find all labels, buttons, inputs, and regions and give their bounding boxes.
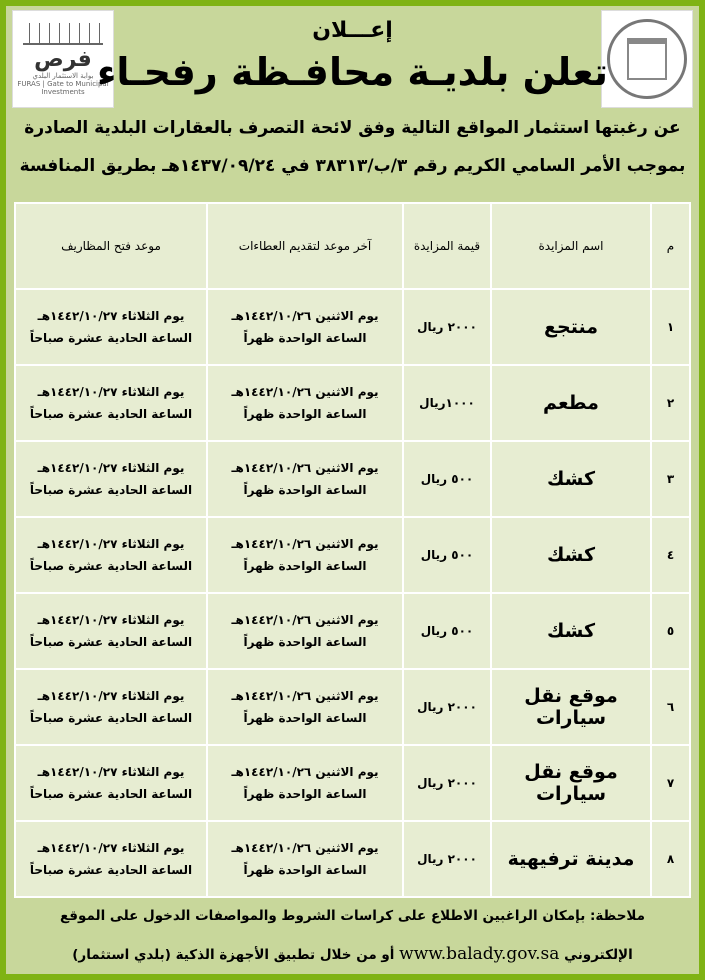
opening-date: يوم الثلاثاء ١٤٤٢/١٠/٢٧هـ: [37, 841, 185, 855]
deadline: [207, 441, 403, 517]
header-number: م: [651, 203, 690, 289]
deadline-date: يوم الاثنين ١٤٤٢/١٠/٢٦هـ: [231, 537, 379, 551]
logo-subtitle-en: FURAS | Gate to Municipal Investments: [17, 80, 109, 96]
header-opening: موعد فتح المظاريف: [15, 203, 207, 289]
headline: تعلن بلديـة محافـظة رفحـاء: [96, 50, 609, 94]
opening: [15, 517, 207, 593]
announcement: [6, 6, 699, 974]
auction-name: كشك: [491, 441, 651, 517]
auction-name: كشك: [491, 517, 651, 593]
deadline: [207, 745, 403, 821]
row-number: ٦: [651, 669, 690, 745]
opening: [15, 821, 207, 897]
auction-name: موقع نقل سيارات: [491, 745, 651, 821]
title: إعـــلان: [312, 18, 393, 43]
opening-time: الساعة الحادية عشرة صباحاً: [29, 483, 193, 497]
deadline-time: الساعة الواحدة ظهراً: [243, 635, 367, 649]
opening-date: يوم الثلاثاء ١٤٤٢/١٠/٢٧هـ: [37, 689, 185, 703]
deadline: [207, 669, 403, 745]
table-row: [15, 821, 690, 897]
opening-date: يوم الثلاثاء ١٤٤٢/١٠/٢٧هـ: [37, 385, 185, 399]
row-number: ١: [651, 289, 690, 365]
opening: [15, 593, 207, 669]
opening-time: الساعة الحادية عشرة صباحاً: [29, 711, 193, 725]
auction-name: موقع نقل سيارات: [491, 669, 651, 745]
deadline: [207, 593, 403, 669]
row-number: ٨: [651, 821, 690, 897]
opening: [15, 289, 207, 365]
deadline-date: يوم الاثنين ١٤٤٢/١٠/٢٦هـ: [231, 613, 379, 627]
table-row: [15, 365, 690, 441]
deadline-time: الساعة الواحدة ظهراً: [243, 407, 367, 421]
auction-value: ٢٠٠٠ ريال: [403, 669, 491, 745]
row-number: ٣: [651, 441, 690, 517]
opening: [15, 365, 207, 441]
website-link[interactable]: www.balady.gov.sa: [399, 944, 560, 964]
auction-value: ٥٠٠ ريال: [403, 517, 491, 593]
deadline: [207, 517, 403, 593]
auction-name: مطعم: [491, 365, 651, 441]
note-text: الإلكتروني: [564, 947, 633, 963]
opening: [15, 669, 207, 745]
intro-line-1: عن رغبتها استثمار المواقع التالية وفق لائحة التصرف بالعقارات البلدية الصادرة: [24, 118, 681, 138]
row-number: ٥: [651, 593, 690, 669]
auction-value: ٢٠٠٠ ريال: [403, 745, 491, 821]
header-name: اسم المزايدة: [491, 203, 651, 289]
deadline-time: الساعة الواحدة ظهراً: [243, 331, 367, 345]
deadline: [207, 365, 403, 441]
intro-line-2: بموجب الأمر السامي الكريم رقم ٣/ب/٣٨٣١٣ في ١٤٣٧/٠٩/٢٤هـ بطريق المنافسة: [19, 156, 686, 176]
deadline-date: يوم الاثنين ١٤٤٢/١٠/٢٦هـ: [231, 385, 379, 399]
row-number: ٤: [651, 517, 690, 593]
header-deadline: آخر موعد لتقديم العطاءات: [207, 203, 403, 289]
table-row: [15, 289, 690, 365]
header-value: قيمة المزايدة: [403, 203, 491, 289]
deadline-time: الساعة الواحدة ظهراً: [243, 483, 367, 497]
opening: [15, 745, 207, 821]
auction-value: ٥٠٠ ريال: [403, 441, 491, 517]
opening-time: الساعة الحادية عشرة صباحاً: [29, 635, 193, 649]
deadline: [207, 289, 403, 365]
opening-date: يوم الثلاثاء ١٤٤٢/١٠/٢٧هـ: [37, 765, 185, 779]
table-row: [15, 745, 690, 821]
auction-value: ٢٠٠٠ ريال: [403, 289, 491, 365]
auction-name: منتجع: [491, 289, 651, 365]
table-row: [15, 517, 690, 593]
opening-date: يوم الثلاثاء ١٤٤٢/١٠/٢٧هـ: [37, 613, 185, 627]
auction-value: ٥٠٠ ريال: [403, 593, 491, 669]
row-number: ٧: [651, 745, 690, 821]
deadline-time: الساعة الواحدة ظهراً: [243, 559, 367, 573]
deadline-date: يوم الاثنين ١٤٤٢/١٠/٢٦هـ: [231, 765, 379, 779]
opening-time: الساعة الحادية عشرة صباحاً: [29, 331, 193, 345]
note-line-1: ملاحظة: بإمكان الراغبين الاطلاع على كراسات الشروط والمواصفات الدخول على الموقع: [59, 908, 646, 924]
table-row: [15, 441, 690, 517]
deadline-date: يوم الاثنين ١٤٤٢/١٠/٢٦هـ: [231, 841, 379, 855]
opening-time: الساعة الحادية عشرة صباحاً: [29, 863, 193, 877]
opening-date: يوم الثلاثاء ١٤٤٢/١٠/٢٧هـ: [37, 309, 185, 323]
deadline-time: الساعة الواحدة ظهراً: [243, 863, 367, 877]
deadline: [207, 821, 403, 897]
deadline-date: يوم الاثنين ١٤٤٢/١٠/٢٦هـ: [231, 689, 379, 703]
table-row: [15, 669, 690, 745]
opening-time: الساعة الحادية عشرة صباحاً: [29, 559, 193, 573]
logo-name: فرص: [34, 47, 92, 72]
deadline-time: الساعة الواحدة ظهراً: [243, 711, 367, 725]
auction-name: كشك: [491, 593, 651, 669]
auctions-table: [14, 202, 691, 898]
table-row: [15, 593, 690, 669]
opening-time: الساعة الحادية عشرة صباحاً: [29, 787, 193, 801]
row-number: ٢: [651, 365, 690, 441]
deadline-time: الساعة الواحدة ظهراً: [243, 787, 367, 801]
opening-time: الساعة الحادية عشرة صباحاً: [29, 407, 193, 421]
opening-date: يوم الثلاثاء ١٤٤٢/١٠/٢٧هـ: [37, 537, 185, 551]
opening-date: يوم الثلاثاء ١٤٤٢/١٠/٢٧هـ: [37, 461, 185, 475]
opening: [15, 441, 207, 517]
deadline-date: يوم الاثنين ١٤٤٢/١٠/٢٦هـ: [231, 309, 379, 323]
deadline-date: يوم الاثنين ١٤٤٢/١٠/٢٦هـ: [231, 461, 379, 475]
note-text: أو من خلال تطبيق الأجهزة الذكية (بلدي استثمار): [72, 947, 395, 963]
auction-name: مدينة ترفيهية: [491, 821, 651, 897]
logo-subtitle: بوابة الاستثمار البلدي: [32, 72, 94, 80]
auction-value: ٢٠٠٠ ريال: [403, 821, 491, 897]
note-line-2: [6, 944, 699, 964]
auction-value: ١٠٠٠ريال: [403, 365, 491, 441]
